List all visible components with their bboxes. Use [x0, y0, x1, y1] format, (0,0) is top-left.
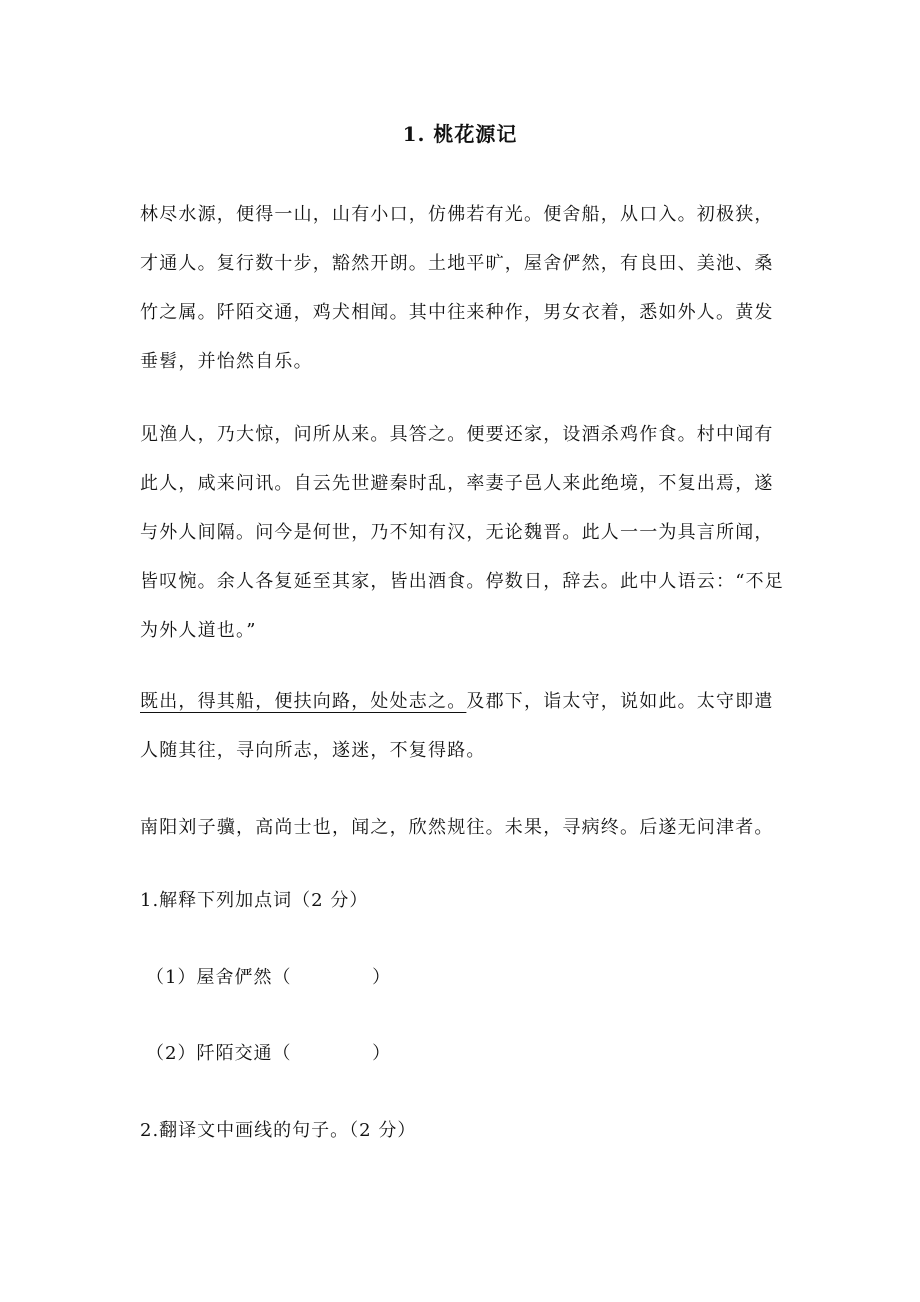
passage-paragraph-4: 南阳刘子骥，高尚士也，闻之，欣然规往。未果，寻病终。后遂无问津者。: [140, 817, 774, 838]
paragraph-3-rest: 及郡下，诣太守，说如此。太守即遣人随其往，寻向所志，遂迷，不复得路。: [140, 691, 774, 761]
question-1-item-2: （2）阡陌交通（ ）: [146, 1043, 392, 1064]
passage-paragraph-1: 林尽水源，便得一山，山有小口，仿佛若有光。便舍船，从口入。初极狭，才通人。复行数十步，豁然开朗。土地平旷，屋舍俨然，有良田、美池、桑竹之属。阡陌交通，鸡犬相闻。其中往来种作，男女衣着，悉如外人。黄发垂髫，并怡然自乐。: [140, 204, 774, 372]
underlined-sentence: 既出，得其船，便扶向路，处处志之。: [140, 691, 467, 712]
question-1: 1.解释下列加点词（2 分）: [140, 890, 369, 911]
passage-paragraph-3: [140, 677, 785, 775]
passage-paragraph-2: 见渔人，乃大惊，问所从来。具答之。便要还家，设酒杀鸡作食。村中闻有此人，咸来问讯。自云先世避秦时乱，率妻子邑人来此绝境，不复出焉，遂与外人间隔。问今是何世，乃不知有汉，无论魏晋。此人一一为具言所闻，皆叹惋。余人各复延至其家，皆出酒食。停数日，辞去。此中人语云：“不足为外人道也。”: [140, 424, 784, 641]
question-1-item-1: （1）屋舍俨然（ ）: [146, 967, 392, 988]
page-title: 1. 桃花源记: [402, 122, 518, 146]
question-2: 2.翻译文中画线的句子。（2 分）: [140, 1120, 417, 1141]
